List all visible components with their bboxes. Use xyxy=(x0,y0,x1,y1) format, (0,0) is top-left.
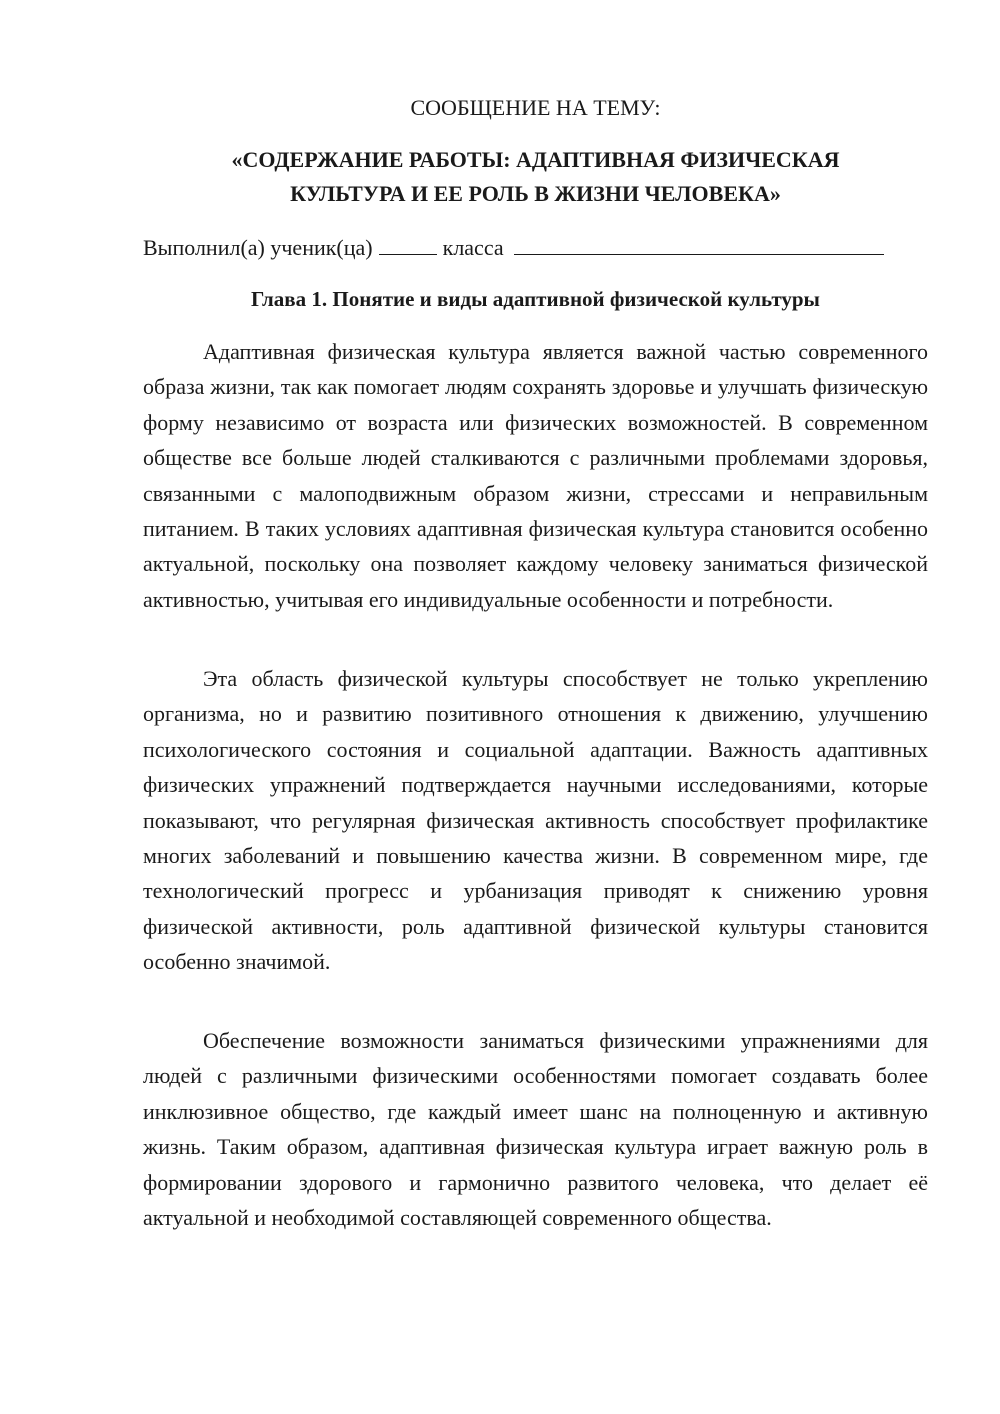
paragraph-1: Адаптивная физическая культура является важной частью современного образа жизни, так как помогает людям сохранять здоровье и улучшать физическую форму независимо от возраста или физических возможностей. В современном обществе все больше людей сталкиваются с различными проблемами здоровья, связанными с малоподвижным образом жизни, стрессами и неправильным питанием. В таких условиях адаптивная физическая культура становится особенно актуальной, поскольку она позволяет каждому человеку заниматься физической активностью, учитывая его индивидуальные особенности и потребности. xyxy=(143,339,928,612)
heading-topic-label: СООБЩЕНИЕ НА ТЕМУ: xyxy=(410,95,661,120)
author-class-label: класса xyxy=(442,235,504,260)
chapter-title: Глава 1. Понятие и виды адаптивной физической культуры xyxy=(251,287,820,311)
name-blank-field xyxy=(514,232,884,255)
document-title xyxy=(143,143,928,211)
document-title-line-1: «СОДЕРЖАНИЕ РАБОТЫ: АДАПТИВНАЯ ФИЗИЧЕСКАЯ xyxy=(231,147,840,172)
class-blank-field xyxy=(379,232,437,255)
paragraph-2: Эта область физической культуры способствует не только укреплению организма, но и развитию позитивного отношения к движению, улучшению психологического состояния и социальной адаптации. Важность адаптивных физических упражнений подтверждается научными исследованиями, которые показывают, что регулярная физическая активность способствует профилактике многих заболеваний и повышению качества жизни. В современном мире, где технологический прогресс и урбанизация приводят к снижению уровня физической активности, роль адаптивной физической культуры становится особенно значимой. xyxy=(143,666,928,975)
document-title-line-2: КУЛЬТУРА И ЕЕ РОЛЬ В ЖИЗНИ ЧЕЛОВЕКА» xyxy=(290,181,781,206)
author-prefix: Выполнил(а) ученик(ца) xyxy=(143,235,373,260)
paragraph-3: Обеспечение возможности заниматься физическими упражнениями для людей с различными физическими особенностями помогает создавать более инклюзивное общество, где каждый имеет шанс на полноценную и активную жизнь. Таким образом, адаптивная физическая культура играет важную роль в формировании здорового и гармонично развитого человека, что делает её актуальной и необходимой составляющей современного общества. xyxy=(143,1028,928,1231)
author-line xyxy=(143,232,928,261)
